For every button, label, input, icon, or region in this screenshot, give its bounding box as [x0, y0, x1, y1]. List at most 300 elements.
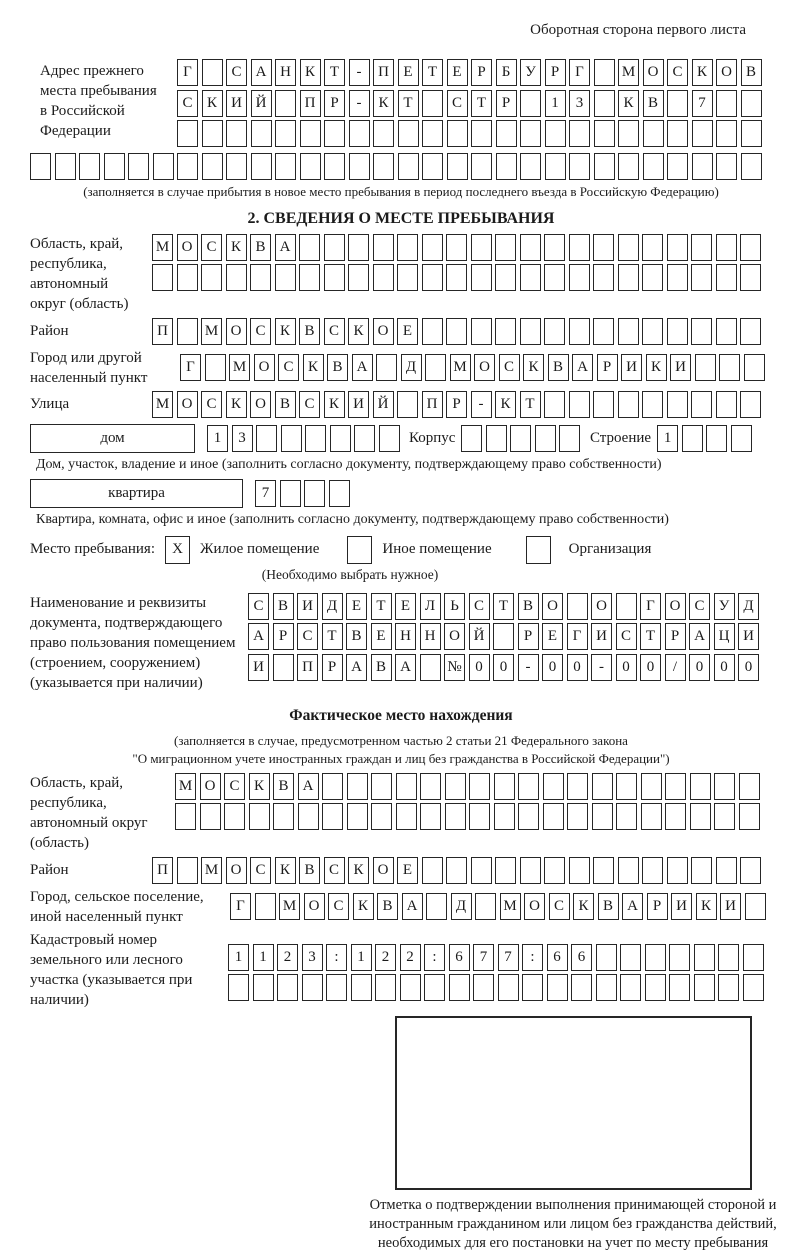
char-cell[interactable]	[667, 90, 688, 117]
char-cell[interactable]	[250, 264, 271, 291]
char-cell[interactable]	[665, 803, 686, 830]
char-cell[interactable]	[305, 425, 326, 452]
char-cell[interactable]	[545, 153, 566, 180]
char-cell[interactable]	[422, 153, 443, 180]
char-cell[interactable]: К	[696, 893, 717, 920]
char-cell[interactable]	[593, 318, 614, 345]
char-cell[interactable]	[469, 803, 490, 830]
char-cell[interactable]	[545, 120, 566, 147]
char-cell[interactable]: К	[353, 893, 374, 920]
char-cell[interactable]	[593, 234, 614, 261]
char-cell[interactable]	[741, 90, 762, 117]
char-cell[interactable]: К	[226, 391, 247, 418]
char-cell[interactable]	[544, 318, 565, 345]
char-cell[interactable]	[716, 234, 737, 261]
char-cell[interactable]: :	[522, 944, 543, 971]
char-cell[interactable]: К	[523, 354, 544, 381]
char-cell[interactable]	[446, 234, 467, 261]
char-cell[interactable]: М	[201, 857, 222, 884]
char-cell[interactable]: -	[518, 654, 539, 681]
char-cell[interactable]	[400, 974, 421, 1001]
char-cell[interactable]	[373, 234, 394, 261]
char-cell[interactable]	[571, 974, 592, 1001]
char-cell[interactable]: И	[348, 391, 369, 418]
char-cell[interactable]	[740, 234, 761, 261]
char-cell[interactable]	[716, 857, 737, 884]
char-cell[interactable]	[202, 153, 223, 180]
char-cell[interactable]	[396, 803, 417, 830]
char-cell[interactable]	[744, 354, 765, 381]
char-cell[interactable]	[251, 120, 272, 147]
char-cell[interactable]	[643, 153, 664, 180]
char-cell[interactable]: В	[371, 654, 392, 681]
char-cell[interactable]	[425, 354, 446, 381]
char-cell[interactable]: О	[226, 857, 247, 884]
char-cell[interactable]	[559, 425, 580, 452]
char-cell[interactable]: Р	[324, 90, 345, 117]
char-cell[interactable]: М	[201, 318, 222, 345]
char-cell[interactable]	[226, 153, 247, 180]
char-cell[interactable]: Д	[322, 593, 343, 620]
char-cell[interactable]	[520, 90, 541, 117]
char-cell[interactable]	[177, 318, 198, 345]
char-cell[interactable]	[177, 857, 198, 884]
char-cell[interactable]: Р	[471, 59, 492, 86]
char-cell[interactable]: И	[226, 90, 247, 117]
char-cell[interactable]: 0	[640, 654, 661, 681]
char-cell[interactable]	[743, 944, 764, 971]
char-cell[interactable]	[642, 234, 663, 261]
char-cell[interactable]: С	[499, 354, 520, 381]
char-cell[interactable]: К	[275, 318, 296, 345]
char-cell[interactable]	[682, 425, 703, 452]
char-cell[interactable]	[281, 425, 302, 452]
char-cell[interactable]: В	[250, 234, 271, 261]
char-cell[interactable]: Н	[395, 623, 416, 650]
char-cell[interactable]	[594, 120, 615, 147]
char-cell[interactable]	[716, 391, 737, 418]
char-cell[interactable]	[104, 153, 125, 180]
char-cell[interactable]: -	[349, 90, 370, 117]
char-cell[interactable]	[692, 153, 713, 180]
char-cell[interactable]: Р	[322, 654, 343, 681]
char-cell[interactable]	[473, 974, 494, 1001]
char-cell[interactable]: С	[447, 90, 468, 117]
char-cell[interactable]	[445, 803, 466, 830]
char-cell[interactable]: А	[275, 234, 296, 261]
char-cell[interactable]: П	[297, 654, 318, 681]
char-cell[interactable]: С	[616, 623, 637, 650]
char-cell[interactable]: -	[591, 654, 612, 681]
char-cell[interactable]	[324, 120, 345, 147]
char-cell[interactable]: И	[248, 654, 269, 681]
char-cell[interactable]: М	[450, 354, 471, 381]
char-cell[interactable]	[544, 234, 565, 261]
char-cell[interactable]: В	[741, 59, 762, 86]
char-cell[interactable]: К	[226, 234, 247, 261]
char-cell[interactable]: А	[248, 623, 269, 650]
char-cell[interactable]	[446, 318, 467, 345]
char-cell[interactable]	[618, 153, 639, 180]
char-cell[interactable]: Д	[738, 593, 759, 620]
char-cell[interactable]: А	[572, 354, 593, 381]
char-cell[interactable]	[618, 318, 639, 345]
char-cell[interactable]: М	[229, 354, 250, 381]
char-cell[interactable]	[420, 654, 441, 681]
char-cell[interactable]	[495, 857, 516, 884]
char-cell[interactable]	[351, 974, 372, 1001]
char-cell[interactable]	[691, 234, 712, 261]
char-cell[interactable]	[618, 857, 639, 884]
char-cell[interactable]: 0	[567, 654, 588, 681]
char-cell[interactable]	[690, 803, 711, 830]
char-cell[interactable]	[177, 153, 198, 180]
char-cell[interactable]: П	[422, 391, 443, 418]
char-cell[interactable]: 7	[255, 480, 276, 507]
char-cell[interactable]: 3	[569, 90, 590, 117]
char-cell[interactable]	[354, 425, 375, 452]
char-cell[interactable]	[422, 857, 443, 884]
char-cell[interactable]	[375, 974, 396, 1001]
char-cell[interactable]	[471, 234, 492, 261]
char-cell[interactable]	[691, 264, 712, 291]
char-cell[interactable]	[302, 974, 323, 1001]
char-cell[interactable]: М	[500, 893, 521, 920]
char-cell[interactable]	[706, 425, 727, 452]
char-cell[interactable]: О	[542, 593, 563, 620]
char-cell[interactable]	[273, 803, 294, 830]
char-cell[interactable]	[691, 857, 712, 884]
char-cell[interactable]: Й	[373, 391, 394, 418]
char-cell[interactable]	[544, 391, 565, 418]
char-cell[interactable]	[642, 318, 663, 345]
char-cell[interactable]: Е	[447, 59, 468, 86]
char-cell[interactable]: К	[300, 59, 321, 86]
char-cell[interactable]	[496, 120, 517, 147]
char-cell[interactable]: С	[328, 893, 349, 920]
char-cell[interactable]: В	[299, 857, 320, 884]
char-cell[interactable]	[447, 153, 468, 180]
char-cell[interactable]: О	[226, 318, 247, 345]
char-cell[interactable]: Г	[567, 623, 588, 650]
char-cell[interactable]	[398, 120, 419, 147]
char-cell[interactable]	[535, 425, 556, 452]
char-cell[interactable]	[620, 944, 641, 971]
char-cell[interactable]	[569, 264, 590, 291]
char-cell[interactable]	[475, 893, 496, 920]
char-cell[interactable]	[719, 354, 740, 381]
char-cell[interactable]	[486, 425, 507, 452]
char-cell[interactable]	[348, 234, 369, 261]
char-cell[interactable]	[667, 318, 688, 345]
char-cell[interactable]	[280, 480, 301, 507]
char-cell[interactable]: П	[300, 90, 321, 117]
char-cell[interactable]: С	[278, 354, 299, 381]
char-cell[interactable]	[226, 264, 247, 291]
char-cell[interactable]	[544, 857, 565, 884]
char-cell[interactable]	[667, 264, 688, 291]
char-cell[interactable]	[422, 318, 443, 345]
char-cell[interactable]: Ь	[444, 593, 465, 620]
char-cell[interactable]	[175, 803, 196, 830]
char-cell[interactable]	[469, 773, 490, 800]
char-cell[interactable]: Р	[446, 391, 467, 418]
char-cell[interactable]	[745, 893, 766, 920]
char-cell[interactable]: О	[716, 59, 737, 86]
char-cell[interactable]: С	[299, 391, 320, 418]
char-cell[interactable]	[445, 773, 466, 800]
char-cell[interactable]	[618, 391, 639, 418]
char-cell[interactable]: А	[251, 59, 272, 86]
char-cell[interactable]	[422, 234, 443, 261]
char-cell[interactable]	[716, 318, 737, 345]
char-cell[interactable]: №	[444, 654, 465, 681]
char-cell[interactable]: О	[373, 857, 394, 884]
char-cell[interactable]: К	[373, 90, 394, 117]
char-cell[interactable]: Р	[518, 623, 539, 650]
char-cell[interactable]	[667, 234, 688, 261]
char-cell[interactable]	[691, 391, 712, 418]
char-cell[interactable]: К	[303, 354, 324, 381]
char-cell[interactable]: 0	[738, 654, 759, 681]
char-cell[interactable]: Р	[545, 59, 566, 86]
char-cell[interactable]: О	[524, 893, 545, 920]
char-cell[interactable]: К	[202, 90, 223, 117]
char-cell[interactable]	[695, 354, 716, 381]
char-cell[interactable]: В	[273, 773, 294, 800]
char-cell[interactable]: /	[665, 654, 686, 681]
char-cell[interactable]	[322, 773, 343, 800]
char-cell[interactable]: 1	[351, 944, 372, 971]
char-cell[interactable]	[152, 264, 173, 291]
char-cell[interactable]	[347, 773, 368, 800]
char-cell[interactable]	[347, 803, 368, 830]
char-cell[interactable]: К	[275, 857, 296, 884]
char-cell[interactable]	[79, 153, 100, 180]
char-cell[interactable]	[667, 120, 688, 147]
char-cell[interactable]	[569, 391, 590, 418]
char-cell[interactable]	[398, 153, 419, 180]
char-cell[interactable]: 1	[657, 425, 678, 452]
char-cell[interactable]: М	[279, 893, 300, 920]
char-cell[interactable]: С	[324, 318, 345, 345]
char-cell[interactable]	[275, 120, 296, 147]
char-cell[interactable]: Д	[451, 893, 472, 920]
char-cell[interactable]: -	[349, 59, 370, 86]
char-cell[interactable]	[422, 90, 443, 117]
char-cell[interactable]: 1	[253, 944, 274, 971]
char-cell[interactable]: И	[671, 893, 692, 920]
char-cell[interactable]	[520, 318, 541, 345]
char-cell[interactable]	[520, 234, 541, 261]
char-cell[interactable]	[493, 623, 514, 650]
char-cell[interactable]	[667, 153, 688, 180]
char-cell[interactable]: В	[518, 593, 539, 620]
char-cell[interactable]	[592, 773, 613, 800]
char-cell[interactable]	[275, 264, 296, 291]
char-cell[interactable]: И	[297, 593, 318, 620]
char-cell[interactable]	[741, 120, 762, 147]
char-cell[interactable]: -	[471, 391, 492, 418]
char-cell[interactable]	[349, 120, 370, 147]
char-cell[interactable]	[224, 803, 245, 830]
char-cell[interactable]	[304, 480, 325, 507]
char-cell[interactable]	[277, 974, 298, 1001]
char-cell[interactable]	[471, 120, 492, 147]
char-cell[interactable]: 0	[714, 654, 735, 681]
char-cell[interactable]	[669, 944, 690, 971]
char-cell[interactable]: 6	[449, 944, 470, 971]
char-cell[interactable]	[30, 153, 51, 180]
char-cell[interactable]: И	[720, 893, 741, 920]
char-cell[interactable]: Е	[397, 857, 418, 884]
char-cell[interactable]	[665, 773, 686, 800]
char-cell[interactable]	[740, 857, 761, 884]
char-cell[interactable]	[324, 264, 345, 291]
char-cell[interactable]: О	[444, 623, 465, 650]
char-cell[interactable]	[616, 593, 637, 620]
char-cell[interactable]: Г	[177, 59, 198, 86]
char-cell[interactable]: 0	[493, 654, 514, 681]
char-cell[interactable]	[251, 153, 272, 180]
char-cell[interactable]	[471, 153, 492, 180]
char-cell[interactable]: 3	[232, 425, 253, 452]
char-cell[interactable]	[446, 857, 467, 884]
char-cell[interactable]: Е	[542, 623, 563, 650]
char-cell[interactable]	[447, 120, 468, 147]
char-cell[interactable]	[424, 974, 445, 1001]
char-cell[interactable]	[201, 264, 222, 291]
char-cell[interactable]	[510, 425, 531, 452]
char-cell[interactable]: Р	[273, 623, 294, 650]
char-cell[interactable]	[543, 803, 564, 830]
char-cell[interactable]: В	[327, 354, 348, 381]
char-cell[interactable]	[397, 391, 418, 418]
char-cell[interactable]	[494, 773, 515, 800]
char-cell[interactable]	[616, 803, 637, 830]
char-cell[interactable]	[593, 391, 614, 418]
char-cell[interactable]	[645, 944, 666, 971]
char-cell[interactable]	[349, 153, 370, 180]
char-cell[interactable]: О	[177, 234, 198, 261]
char-cell[interactable]	[177, 120, 198, 147]
char-cell[interactable]: Т	[640, 623, 661, 650]
char-cell[interactable]	[495, 264, 516, 291]
char-cell[interactable]: Ц	[714, 623, 735, 650]
char-cell[interactable]	[718, 944, 739, 971]
char-cell[interactable]: Й	[469, 623, 490, 650]
char-cell[interactable]	[471, 857, 492, 884]
char-cell[interactable]	[326, 974, 347, 1001]
char-cell[interactable]: С	[689, 593, 710, 620]
char-cell[interactable]: В	[299, 318, 320, 345]
char-cell[interactable]	[520, 264, 541, 291]
char-cell[interactable]	[299, 264, 320, 291]
char-cell[interactable]: М	[152, 234, 173, 261]
char-cell[interactable]: 1	[545, 90, 566, 117]
char-cell[interactable]	[397, 234, 418, 261]
char-cell[interactable]	[300, 153, 321, 180]
char-cell[interactable]	[718, 974, 739, 1001]
char-cell[interactable]: Е	[395, 593, 416, 620]
char-cell[interactable]: Г	[569, 59, 590, 86]
char-cell[interactable]: Б	[496, 59, 517, 86]
char-cell[interactable]: Т	[471, 90, 492, 117]
char-cell[interactable]	[642, 264, 663, 291]
char-cell[interactable]: 1	[207, 425, 228, 452]
char-cell[interactable]: Т	[422, 59, 443, 86]
char-cell[interactable]: 2	[400, 944, 421, 971]
char-cell[interactable]	[567, 593, 588, 620]
char-cell[interactable]	[324, 234, 345, 261]
char-cell[interactable]	[731, 425, 752, 452]
char-cell[interactable]: Е	[398, 59, 419, 86]
char-cell[interactable]	[616, 773, 637, 800]
char-cell[interactable]	[422, 120, 443, 147]
char-cell[interactable]: С	[201, 234, 222, 261]
char-cell[interactable]	[446, 264, 467, 291]
char-cell[interactable]	[641, 773, 662, 800]
char-cell[interactable]	[495, 318, 516, 345]
char-cell[interactable]	[496, 153, 517, 180]
char-cell[interactable]	[716, 90, 737, 117]
char-cell[interactable]: А	[402, 893, 423, 920]
char-cell[interactable]	[461, 425, 482, 452]
char-cell[interactable]: Е	[346, 593, 367, 620]
char-cell[interactable]: Н	[275, 59, 296, 86]
char-cell[interactable]	[422, 264, 443, 291]
char-cell[interactable]: В	[548, 354, 569, 381]
char-cell[interactable]	[226, 120, 247, 147]
char-cell[interactable]: Т	[398, 90, 419, 117]
char-cell[interactable]	[645, 974, 666, 1001]
char-cell[interactable]: П	[152, 318, 173, 345]
char-cell[interactable]: У	[520, 59, 541, 86]
char-cell[interactable]	[373, 153, 394, 180]
char-cell[interactable]: П	[373, 59, 394, 86]
char-cell[interactable]	[643, 120, 664, 147]
char-cell[interactable]	[420, 773, 441, 800]
char-cell[interactable]: С	[177, 90, 198, 117]
char-cell[interactable]	[620, 974, 641, 1001]
char-cell[interactable]	[471, 264, 492, 291]
char-cell[interactable]	[667, 857, 688, 884]
char-cell[interactable]: К	[618, 90, 639, 117]
char-cell[interactable]: 0	[616, 654, 637, 681]
char-cell[interactable]: Т	[493, 593, 514, 620]
char-cell[interactable]	[373, 120, 394, 147]
char-cell[interactable]	[420, 803, 441, 830]
char-cell[interactable]: А	[689, 623, 710, 650]
char-cell[interactable]: М	[175, 773, 196, 800]
char-cell[interactable]: А	[346, 654, 367, 681]
char-cell[interactable]	[255, 893, 276, 920]
char-cell[interactable]: В	[377, 893, 398, 920]
char-cell[interactable]	[642, 391, 663, 418]
char-cell[interactable]	[740, 391, 761, 418]
char-cell[interactable]: С	[224, 773, 245, 800]
char-cell[interactable]: С	[667, 59, 688, 86]
char-cell[interactable]: 2	[375, 944, 396, 971]
char-cell[interactable]: :	[424, 944, 445, 971]
char-cell[interactable]: У	[714, 593, 735, 620]
char-cell[interactable]	[716, 120, 737, 147]
char-cell[interactable]: С	[297, 623, 318, 650]
char-cell[interactable]: И	[738, 623, 759, 650]
char-cell[interactable]: Е	[371, 623, 392, 650]
char-cell[interactable]: Р	[496, 90, 517, 117]
char-cell[interactable]: Р	[647, 893, 668, 920]
